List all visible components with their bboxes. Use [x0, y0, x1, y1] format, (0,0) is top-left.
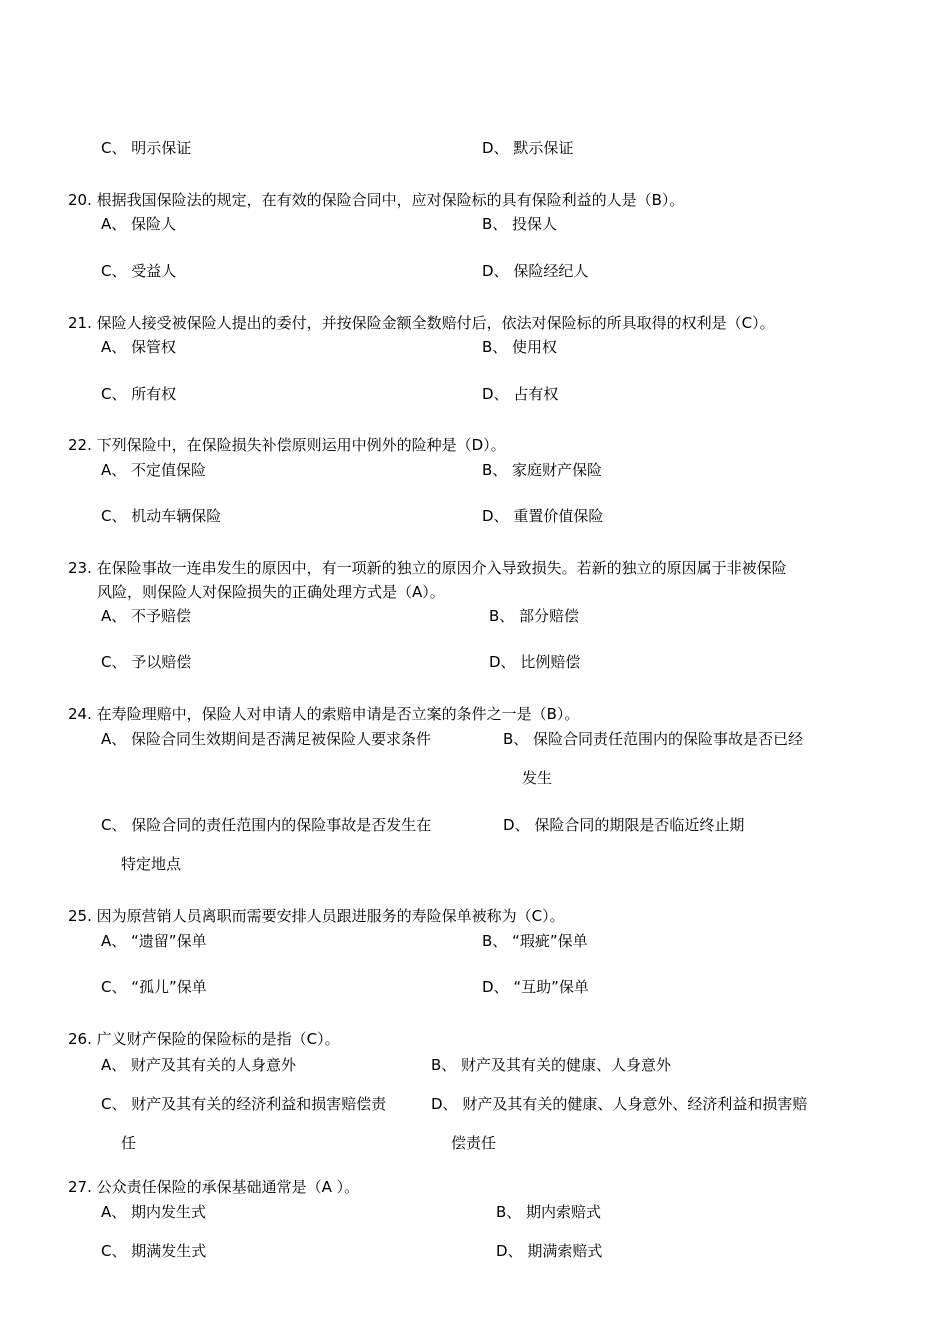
- q25-option-c: C、 “孤儿”保单: [101, 978, 207, 996]
- q26-option-b: B、 财产及其有关的健康、人身意外: [431, 1056, 672, 1074]
- q26-option-c-line1: C、 财产及其有关的经济利益和损害赔偿责: [101, 1095, 387, 1113]
- q27-option-c: C、 期满发生式: [101, 1242, 207, 1260]
- q21-option-d: D、 占有权: [482, 385, 559, 403]
- q24-option-c-line1: C、 保险合同的责任范围内的保险事故是否发生在: [101, 816, 432, 834]
- q26-stem: 26. 广义财产保险的保险标的是指（C）。: [68, 1030, 340, 1048]
- q21-option-c: C、 所有权: [101, 385, 177, 403]
- q23-stem-line2: 风险，则保险人对保险损失的正确处理方式是（A）。: [97, 583, 445, 601]
- q22-option-a: A、 不定值保险: [101, 461, 207, 479]
- q27-option-a: A、 期内发生式: [101, 1203, 207, 1221]
- q24-option-c-line2: 特定地点: [121, 855, 182, 873]
- q22-option-d: D、 重置价值保险: [482, 507, 604, 525]
- q25-option-a: A、 “遗留”保单: [101, 932, 207, 950]
- q27-stem: 27. 公众责任保险的承保基础通常是（A ）。: [68, 1178, 360, 1196]
- q20-option-a: A、 保险人: [101, 215, 177, 233]
- q19-option-d: D、 默示保证: [482, 139, 574, 157]
- q25-option-b: B、 “瑕疵”保单: [482, 932, 588, 950]
- q20-option-c: C、 受益人: [101, 262, 177, 280]
- q23-stem-line1: 23. 在保险事故一连串发生的原因中，有一项新的独立的原因介入导致损失。若新的独立的原因属于非被保险: [68, 559, 787, 577]
- q27-option-d: D、 期满索赔式: [496, 1242, 603, 1260]
- q26-option-d-line2: 偿责任: [451, 1134, 497, 1152]
- q21-option-b: B、 使用权: [482, 338, 558, 356]
- q22-option-b: B、 家庭财产保险: [482, 461, 603, 479]
- q24-option-b-line1: B、 保险合同责任范围内的保险事故是否已经: [503, 730, 804, 748]
- q25-option-d: D、 “互助”保单: [482, 978, 589, 996]
- q24-option-b-line2: 发生: [522, 769, 553, 787]
- q27-option-b: B、 期内索赔式: [496, 1203, 602, 1221]
- q24-stem: 24. 在寿险理赔中，保险人对申请人的索赔申请是否立案的条件之一是（B）。: [68, 705, 580, 723]
- q20-option-d: D、 保险经纪人: [482, 262, 589, 280]
- q23-option-b: B、 部分赔偿: [489, 607, 580, 625]
- q25-stem: 25. 因为原营销人员离职而需要安排人员跟进服务的寿险保单被称为（C）。: [68, 907, 565, 925]
- q19-option-c: C、 明示保证: [101, 139, 192, 157]
- q24-option-d: D、 保险合同的期限是否临近终止期: [503, 816, 745, 834]
- q22-option-c: C、 机动车辆保险: [101, 507, 222, 525]
- q22-stem: 22. 下列保险中，在保险损失补偿原则运用中例外的险种是（D）。: [68, 436, 506, 454]
- q26-option-d-line1: D、 财产及其有关的健康、人身意外、经济利益和损害赔: [431, 1095, 808, 1113]
- q24-option-a: A、 保险合同生效期间是否满足被保险人要求条件: [101, 730, 432, 748]
- q23-option-c: C、 予以赔偿: [101, 653, 192, 671]
- q23-option-d: D、 比例赔偿: [489, 653, 581, 671]
- q21-option-a: A、 保管权: [101, 338, 177, 356]
- q20-option-b: B、 投保人: [482, 215, 558, 233]
- q26-option-a: A、 财产及其有关的人身意外: [101, 1056, 297, 1074]
- q21-stem: 21. 保险人接受被保险人提出的委付，并按保险金额全数赔付后，依法对保险标的所具取得的权利是（C）。: [68, 314, 775, 332]
- q23-option-a: A、 不予赔偿: [101, 607, 192, 625]
- q26-option-c-line2: 任: [121, 1134, 137, 1152]
- q20-stem: 20. 根据我国保险法的规定，在有效的保险合同中，应对保险标的具有保险利益的人是（B）。: [68, 191, 685, 209]
